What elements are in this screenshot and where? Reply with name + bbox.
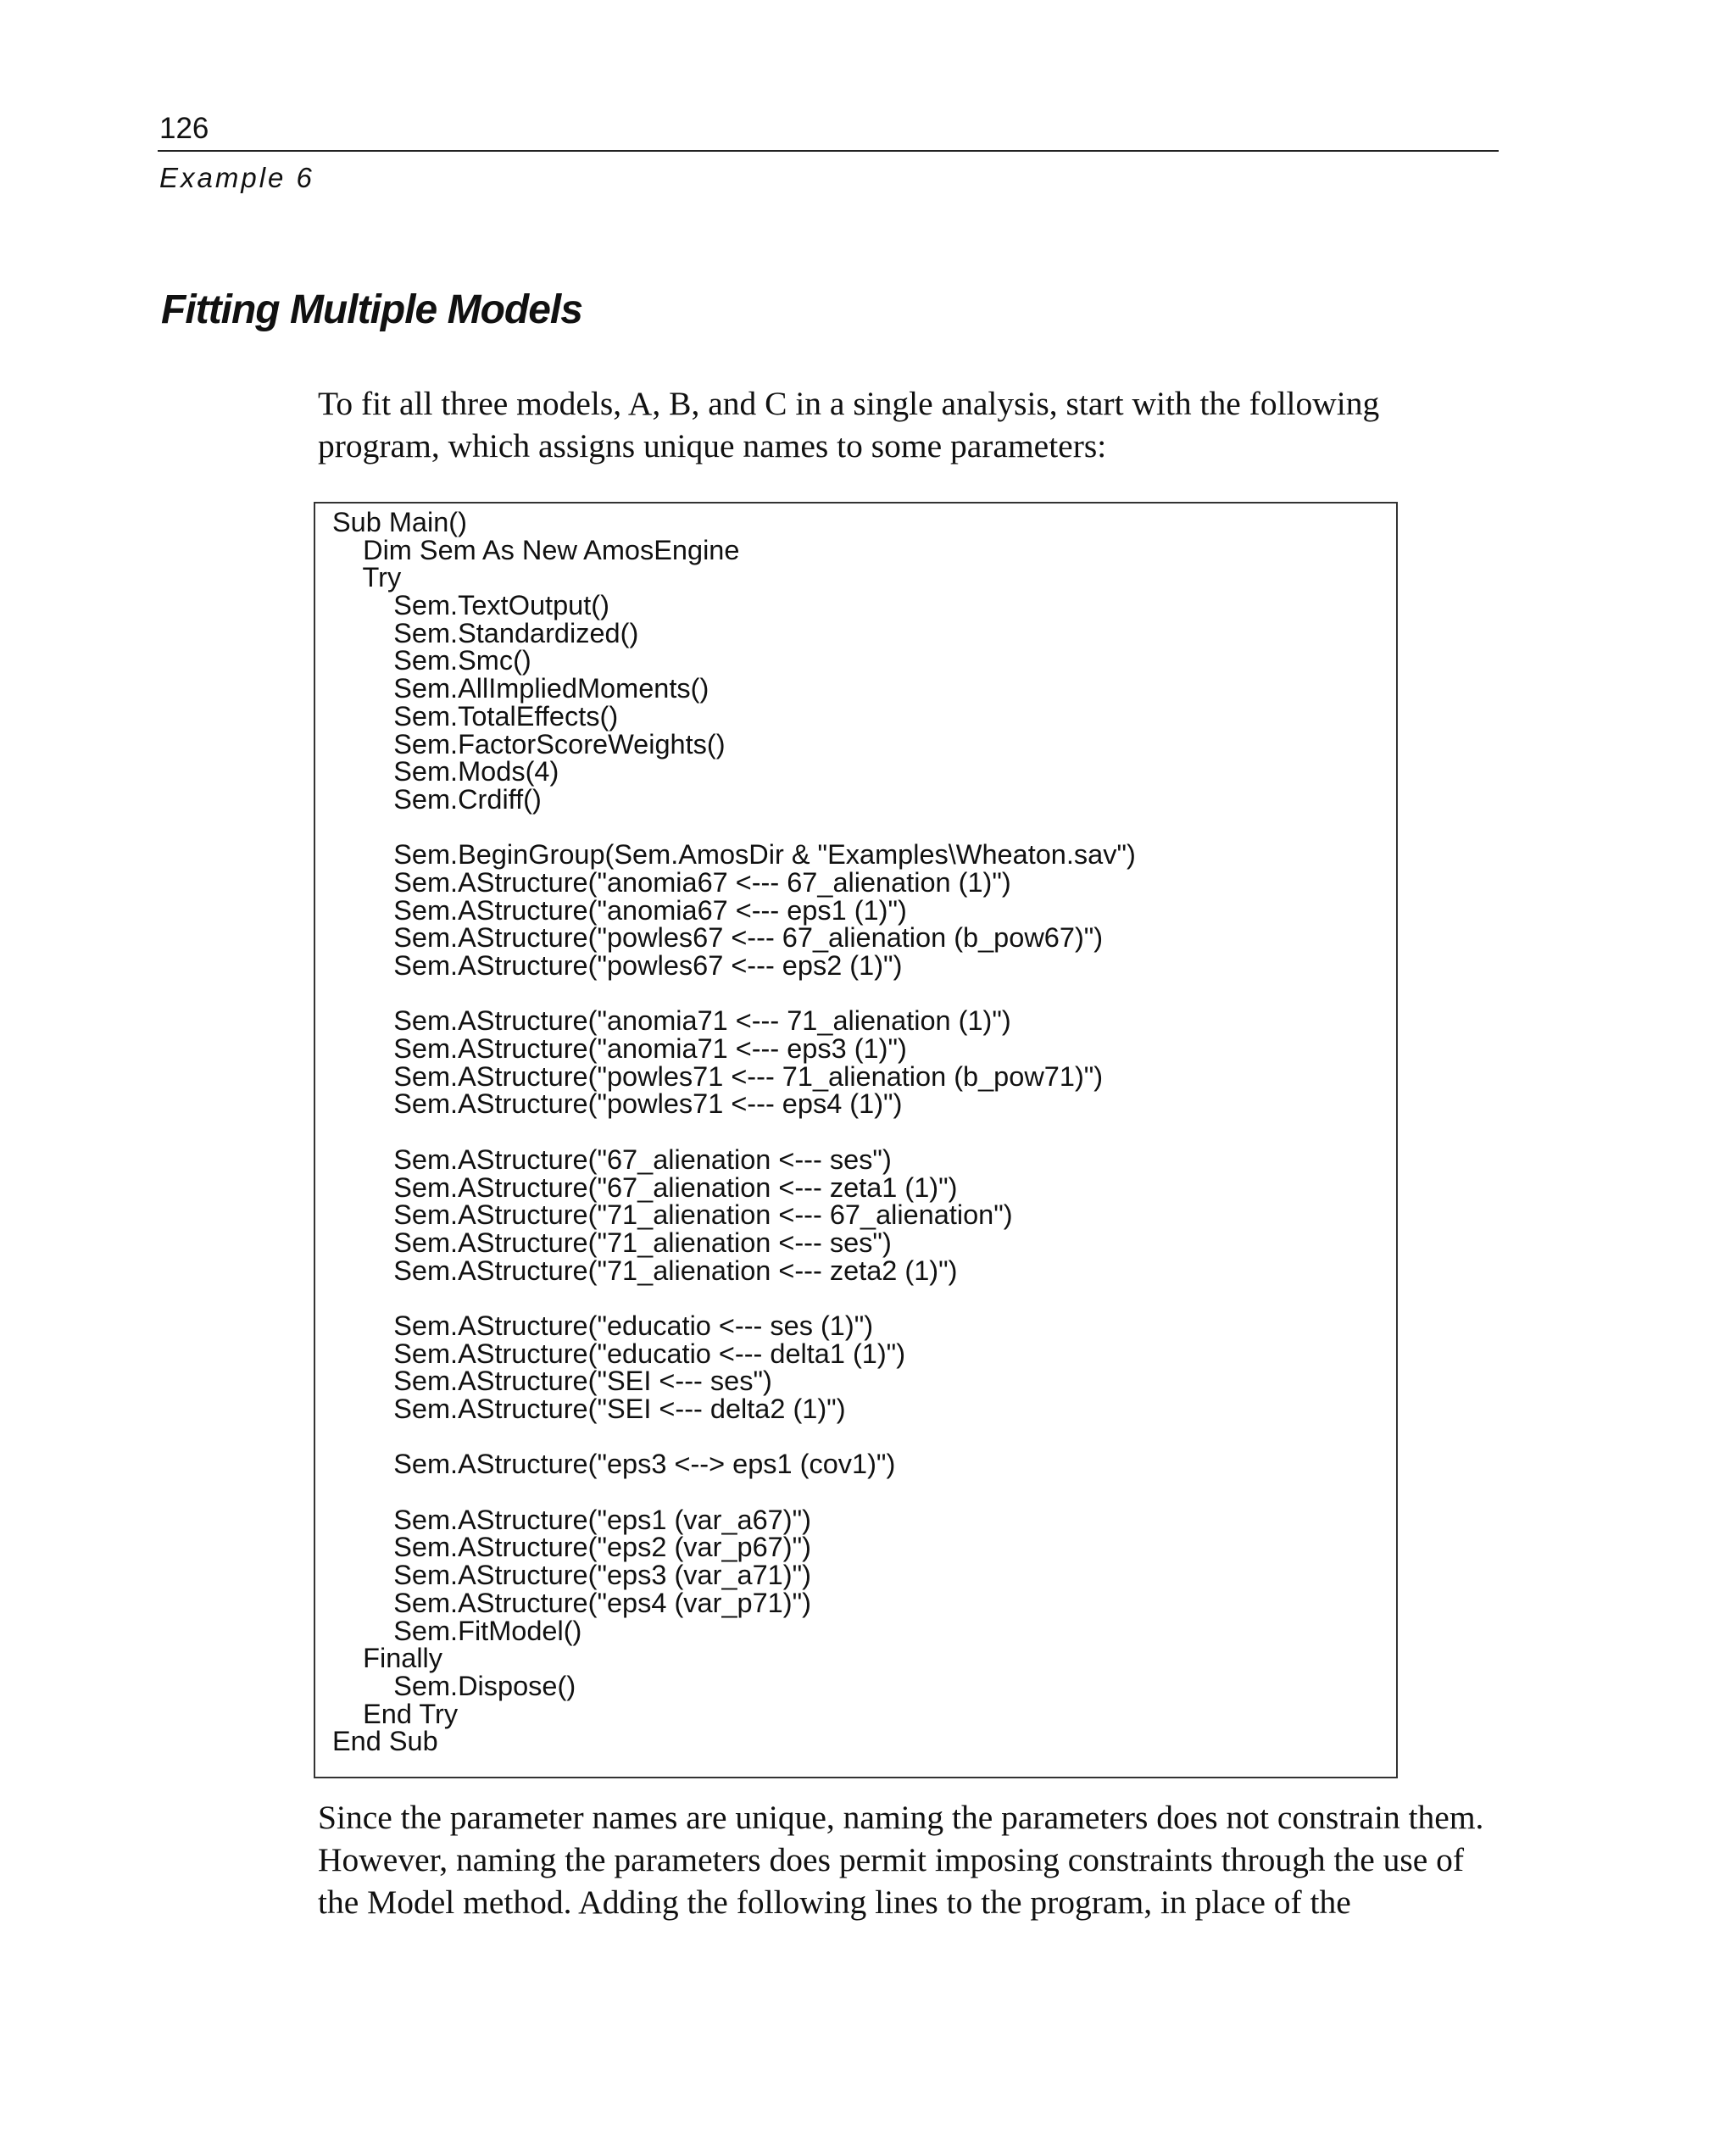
code-line bbox=[332, 1284, 1136, 1312]
code-line: Sem.AllImpliedMoments() bbox=[332, 673, 709, 704]
code-line: Sem.AStructure("educatio <--- delta1 (1)") bbox=[332, 1338, 906, 1369]
code-line: Sem.AStructure("eps4 (var_p71)") bbox=[332, 1587, 811, 1618]
intro-line: program, which assigns unique names to some parameters: bbox=[318, 427, 1107, 465]
code-line: Sem.TotalEffects() bbox=[332, 700, 619, 732]
code-line: Sem.AStructure("SEI <--- ses") bbox=[332, 1366, 772, 1397]
code-line: Sem.AStructure("67_alienation <--- ses") bbox=[332, 1143, 892, 1175]
code-line: Finally bbox=[332, 1643, 443, 1674]
intro-paragraph bbox=[318, 382, 1505, 467]
code-line: Sem.AStructure("eps2 (var_p67)") bbox=[332, 1532, 811, 1563]
intro-line: To fit all three models, A, B, and C in a single analysis, start with the following bbox=[318, 385, 1380, 422]
code-line bbox=[332, 980, 1136, 1008]
code-listing-box bbox=[314, 502, 1398, 1778]
code-line: Sem.Standardized() bbox=[332, 617, 639, 648]
code-line bbox=[332, 1478, 1136, 1506]
code-line: Dim Sem As New AmosEngine bbox=[332, 534, 740, 565]
running-head: Example 6 bbox=[159, 162, 314, 193]
code-line: Sem.AStructure("educatio <--- ses (1)") bbox=[332, 1310, 874, 1341]
code-line: Sem.AStructure("powles67 <--- 67_alienation (b_pow67)") bbox=[332, 922, 1104, 954]
code-line: Sem.AStructure("anomia71 <--- 71_alienation (1)") bbox=[332, 1005, 1011, 1037]
code-line bbox=[332, 1423, 1136, 1451]
code-line: Sem.AStructure("eps1 (var_a67)") bbox=[332, 1504, 811, 1535]
code-line: Sem.BeginGroup(Sem.AmosDir & "Examples\Wheaton.sav") bbox=[332, 839, 1136, 871]
code-line: Sem.AStructure("anomia67 <--- eps1 (1)") bbox=[332, 894, 907, 926]
header-rule bbox=[158, 150, 1499, 152]
code-line: Sem.FactorScoreWeights() bbox=[332, 728, 726, 759]
code-line: Sem.AStructure("powles67 <--- eps2 (1)") bbox=[332, 950, 903, 981]
code-line: End Try bbox=[332, 1698, 459, 1729]
code-line: Sem.Crdiff() bbox=[332, 783, 542, 815]
code-line: Sem.Mods(4) bbox=[332, 756, 559, 787]
code-line: Try bbox=[332, 562, 402, 593]
code-line: Sem.AStructure("71_alienation <--- zeta2 (1)") bbox=[332, 1255, 958, 1286]
code-line bbox=[332, 814, 1136, 842]
code-line: Sem.AStructure("71_alienation <--- ses") bbox=[332, 1227, 892, 1258]
code-line: Sem.AStructure("eps3 <--> eps1 (cov1)") bbox=[332, 1449, 896, 1480]
code-listing bbox=[332, 509, 1136, 1755]
body-line: Since the parameter names are unique, naming the parameters does not constrain them. bbox=[318, 1799, 1484, 1836]
code-line: Sub Main() bbox=[332, 507, 467, 537]
body-line: the Model method. Adding the following lines to the program, in place of the bbox=[318, 1883, 1351, 1921]
code-line: Sem.AStructure("anomia71 <--- eps3 (1)") bbox=[332, 1033, 907, 1065]
code-line: End Sub bbox=[332, 1726, 438, 1757]
code-line: Sem.FitModel() bbox=[332, 1615, 582, 1646]
body-line: However, naming the parameters does permit imposing constraints through the use of bbox=[318, 1841, 1465, 1878]
code-line: Sem.AStructure("SEI <--- delta2 (1)") bbox=[332, 1394, 846, 1424]
body-paragraph bbox=[318, 1796, 1505, 1923]
code-line bbox=[332, 1118, 1136, 1146]
code-line: Sem.TextOutput() bbox=[332, 590, 609, 621]
code-line: Sem.AStructure("powles71 <--- 71_alienation (b_pow71)") bbox=[332, 1060, 1104, 1092]
code-line: Sem.AStructure("67_alienation <--- zeta1 (1)") bbox=[332, 1171, 958, 1203]
code-line: Sem.AStructure("eps3 (var_a71)") bbox=[332, 1560, 811, 1591]
page-number: 126 bbox=[159, 112, 209, 145]
code-line: Sem.Smc() bbox=[332, 645, 531, 676]
section-title: Fitting Multiple Models bbox=[161, 287, 582, 332]
code-line: Sem.AStructure("anomia67 <--- 67_alienation (1)") bbox=[332, 866, 1011, 898]
code-line: Sem.Dispose() bbox=[332, 1670, 576, 1701]
code-line: Sem.AStructure("71_alienation <--- 67_alienation") bbox=[332, 1199, 1013, 1231]
code-line: Sem.AStructure("powles71 <--- eps4 (1)") bbox=[332, 1088, 903, 1120]
